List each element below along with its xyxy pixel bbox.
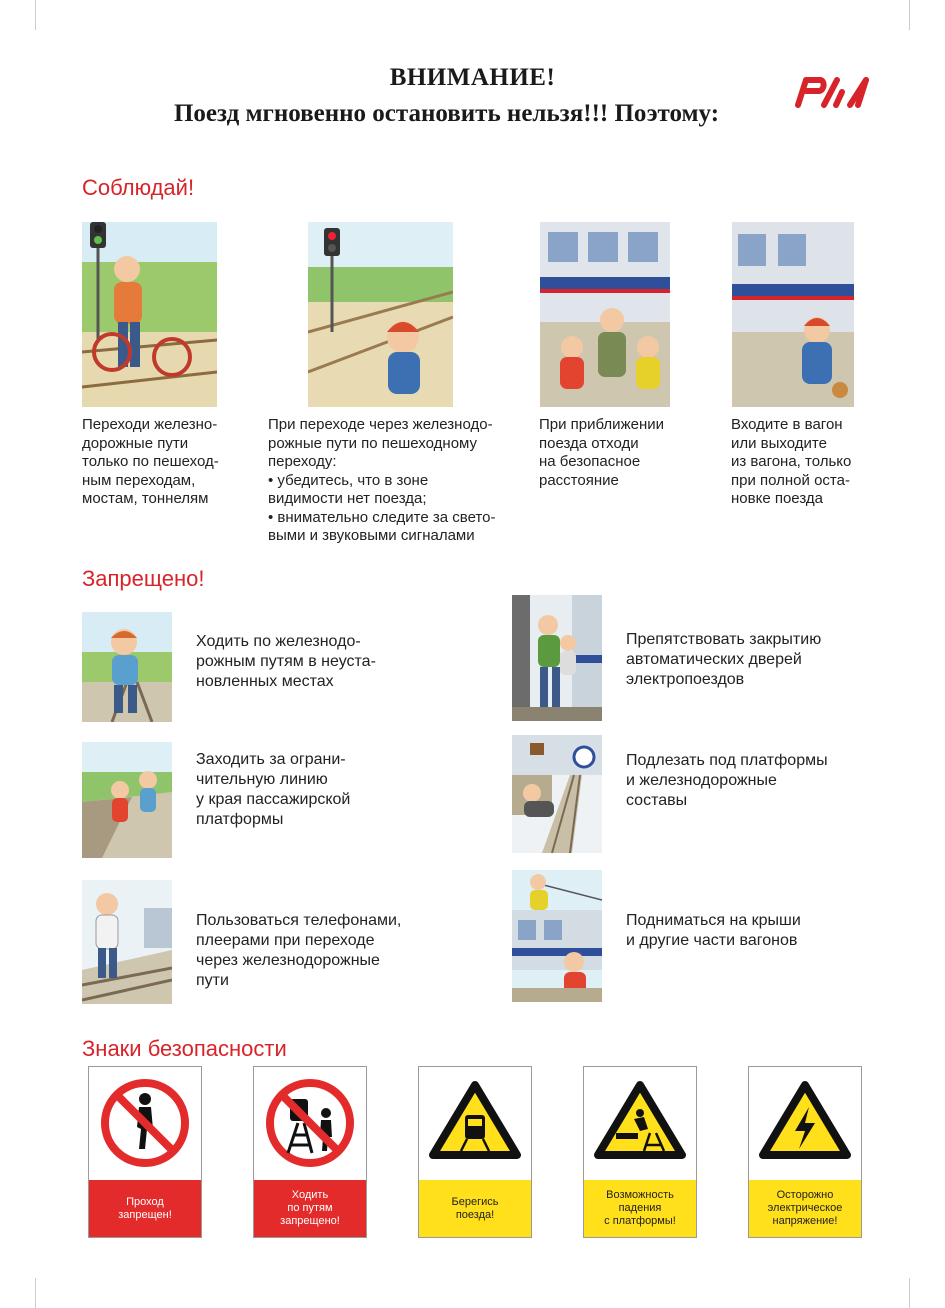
crop-mark [909,0,910,30]
illustration-boy-on-tracks [82,612,172,722]
sign-label: Проход запрещен! [89,1180,201,1237]
forbidden-text-4: Препятствовать закрытию автоматических дверей электропоездов [626,631,822,688]
crop-mark [35,1278,36,1308]
train-warning-icon [419,1067,531,1180]
fall-from-platform-icon [584,1067,696,1180]
illustration-blocking-train-doors [512,595,602,721]
sign-no-walking-on-tracks [253,1066,367,1238]
sign-no-passage [88,1066,202,1238]
page-title: ВНИМАНИЕ! [389,64,556,91]
observe-text-4: Входите в вагон или выходите из вагона, только при полной оста- новке поезда [731,416,852,507]
forbidden-text-2: Заходить за ограни- чительную линию у края пассажирской платформы [196,751,351,828]
sign-label: Осторожно электрическое напряжение! [749,1180,861,1237]
illustration-kids-at-platform-edge [82,742,172,858]
observe-text-3: При приближении поезда отходи на безопасное расстояние [539,416,664,489]
sign-high-voltage [748,1066,862,1238]
sign-label: Берегись поезда! [419,1180,531,1237]
section-heading-observe: Соблюдай! [82,175,195,200]
illustration-child-at-crossing [308,222,453,407]
crop-mark [909,1278,910,1308]
sign-beware-of-train [418,1066,532,1238]
observe-text-1: Переходи железно- дорожные пути только по пешеход- ным переходам, мостам, тоннелям [82,416,219,507]
sign-label: Ходить по путям запрещено! [254,1180,366,1237]
observe-text-2: При переходе через железнодо- рожные пути по пешеходному переходу: • убедитесь, что в зоне видимости нет поезда; • внимательно следите за свето- выми и звуковыми сигналами [268,416,496,544]
sign-fall-from-platform [583,1066,697,1238]
illustration-cyclist-crossing [82,222,217,407]
rzd-logo [792,74,874,108]
crop-mark [35,0,36,30]
high-voltage-icon [749,1067,861,1180]
illustration-family-near-train [540,222,670,407]
sign-label: Возможность падения с платформы! [584,1180,696,1237]
illustration-man-with-phone [82,880,172,1004]
no-walking-on-tracks-icon [254,1067,366,1180]
forbidden-text-5: Подлезать под платформы и железнодорожные составы [626,752,828,809]
page-subtitle: Поезд мгновенно остановить нельзя!!! Поэтому: [173,100,720,127]
section-heading-forbidden: Запрещено! [82,566,205,591]
forbidden-text-1: Ходить по железнодо- рожным путям в неуста- новленных местах [196,633,376,690]
forbidden-text-3: Пользоваться телефонами, плеерами при переходе через железнодорожные пути [196,912,402,989]
illustration-crawling-under-platform [512,735,602,853]
illustration-climbing-on-roof [512,870,602,1002]
illustration-child-at-train-door [732,222,854,407]
section-heading-signs: Знаки безопасности [82,1036,287,1061]
forbidden-text-6: Подниматься на крыши и другие части вагонов [626,912,801,949]
no-pedestrian-icon [89,1067,201,1180]
